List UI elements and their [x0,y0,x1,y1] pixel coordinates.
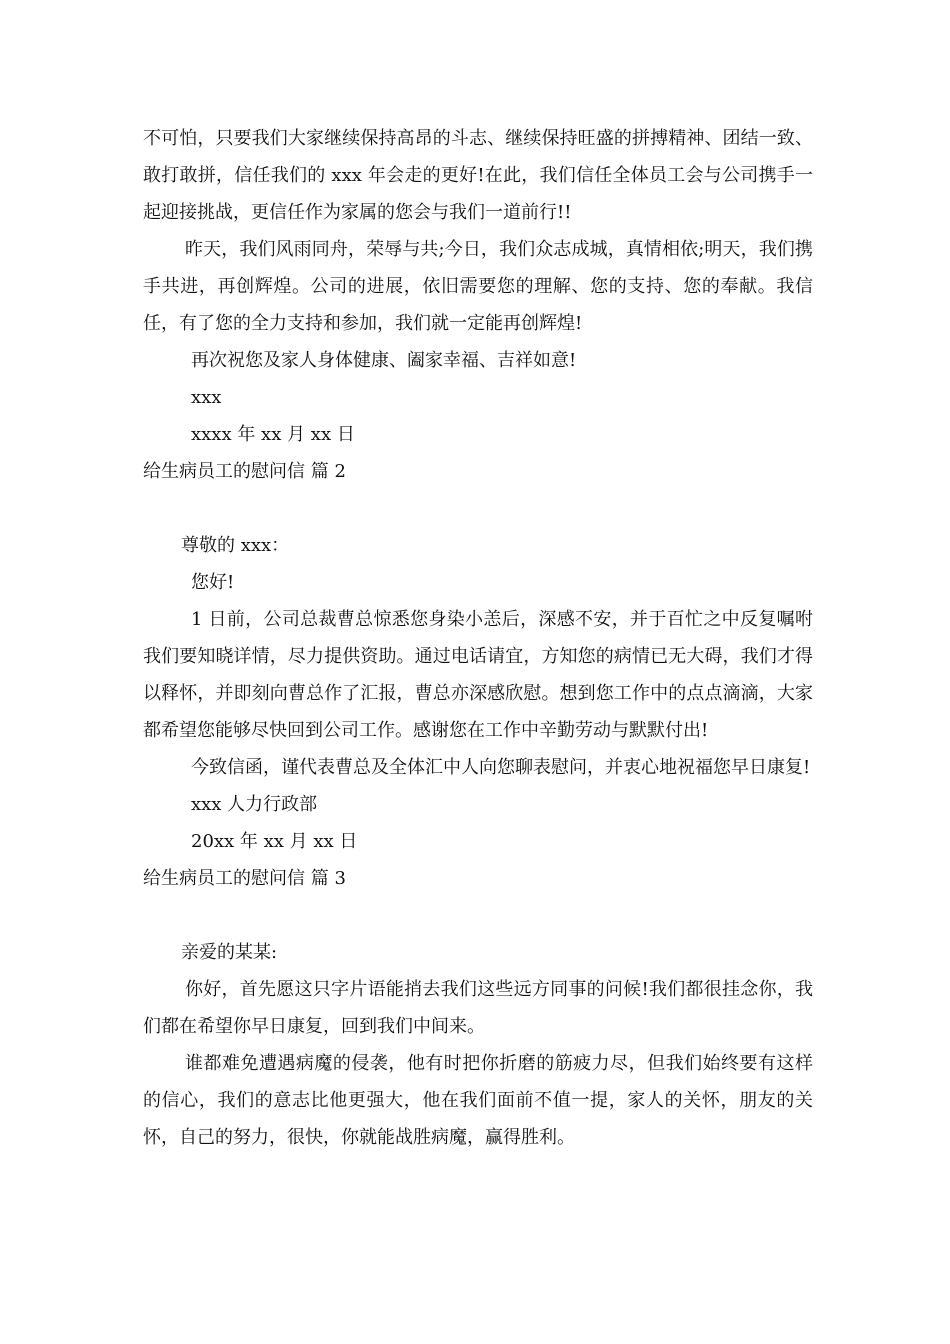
letter2-date: 20xx 年 xx 月 xx 日 [191,831,358,852]
letter3-title: 给生病员工的慰问信 篇 3 [143,868,346,889]
letter2-spacer [143,490,813,527]
letter3-salutation: 亲爱的某某: [181,942,278,963]
letter1-closing-wish: 再次祝您及家人身体健康、阖家幸福、吉祥如意! [191,350,577,371]
letter2-salutation: 尊敬的 xxx： [181,535,290,556]
letter3-spacer [143,897,813,934]
letter1-signer: xxx [191,387,222,408]
letter2-title: 给生病员工的慰问信 篇 2 [143,461,346,482]
document-body [143,120,813,1156]
letter1-date: xxxx 年 xx 月 xx 日 [191,424,355,445]
letter2-paragraph-1: 1 日前，公司总裁曹总惊悉您身染小恙后，深感不安，并于百忙之中反复嘱咐我们要知晓详情，尽力提供资助。通过电话请宜，方知您的病情已无大碍，我们才得以释怀，并即刻向曹总作了汇报，曹总亦深感欣慰。想到您工作中的点点滴滴，大家都希望您能够尽快回到公司工作。感谢您在工作中辛勤劳动与默默付出! [143,609,813,741]
letter1-paragraph-1: 不可怕，只要我们大家继续保持高昂的斗志、继续保持旺盛的拼搏精神、团结一致、敢打敢拼，信任我们的 xxx 年会走的更好!在此，我们信任全体员工会与公司携手一起迎接挑战，更信任作为家属的您会与我们一道前行!! [143,128,813,223]
letter2-paragraph-2: 今致信函，谨代表曹总及全体汇中人向您聊表慰问，并衷心地祝福您早日康复! [191,757,811,778]
letter2-signer: xxx 人力行政部 [191,794,318,815]
letter1-paragraph-2: 昨天，我们风雨同舟，荣辱与共;今日，我们众志成城，真情相依;明天，我们携手共进，再创辉煌。公司的进展，依旧需要您的理解、您的支持、您的奉献。我信任，有了您的全力支持和参加，我们就一定能再创辉煌! [143,239,813,334]
letter2-greeting: 您好! [191,572,235,593]
letter3-paragraph-2: 谁都难免遭遇病魔的侵袭，他有时把你折磨的筋疲力尽，但我们始终要有这样的信心，我们的意志比他更强大，他在我们面前不值一提，家人的关怀，朋友的关怀，自己的努力，很快，你就能战胜病魔，赢得胜利。 [143,1053,813,1148]
letter3-paragraph-1: 你好，首先愿这只字片语能捎去我们这些远方同事的问候!我们都很挂念你，我们都在希望你早日康复，回到我们中间来。 [143,979,813,1037]
